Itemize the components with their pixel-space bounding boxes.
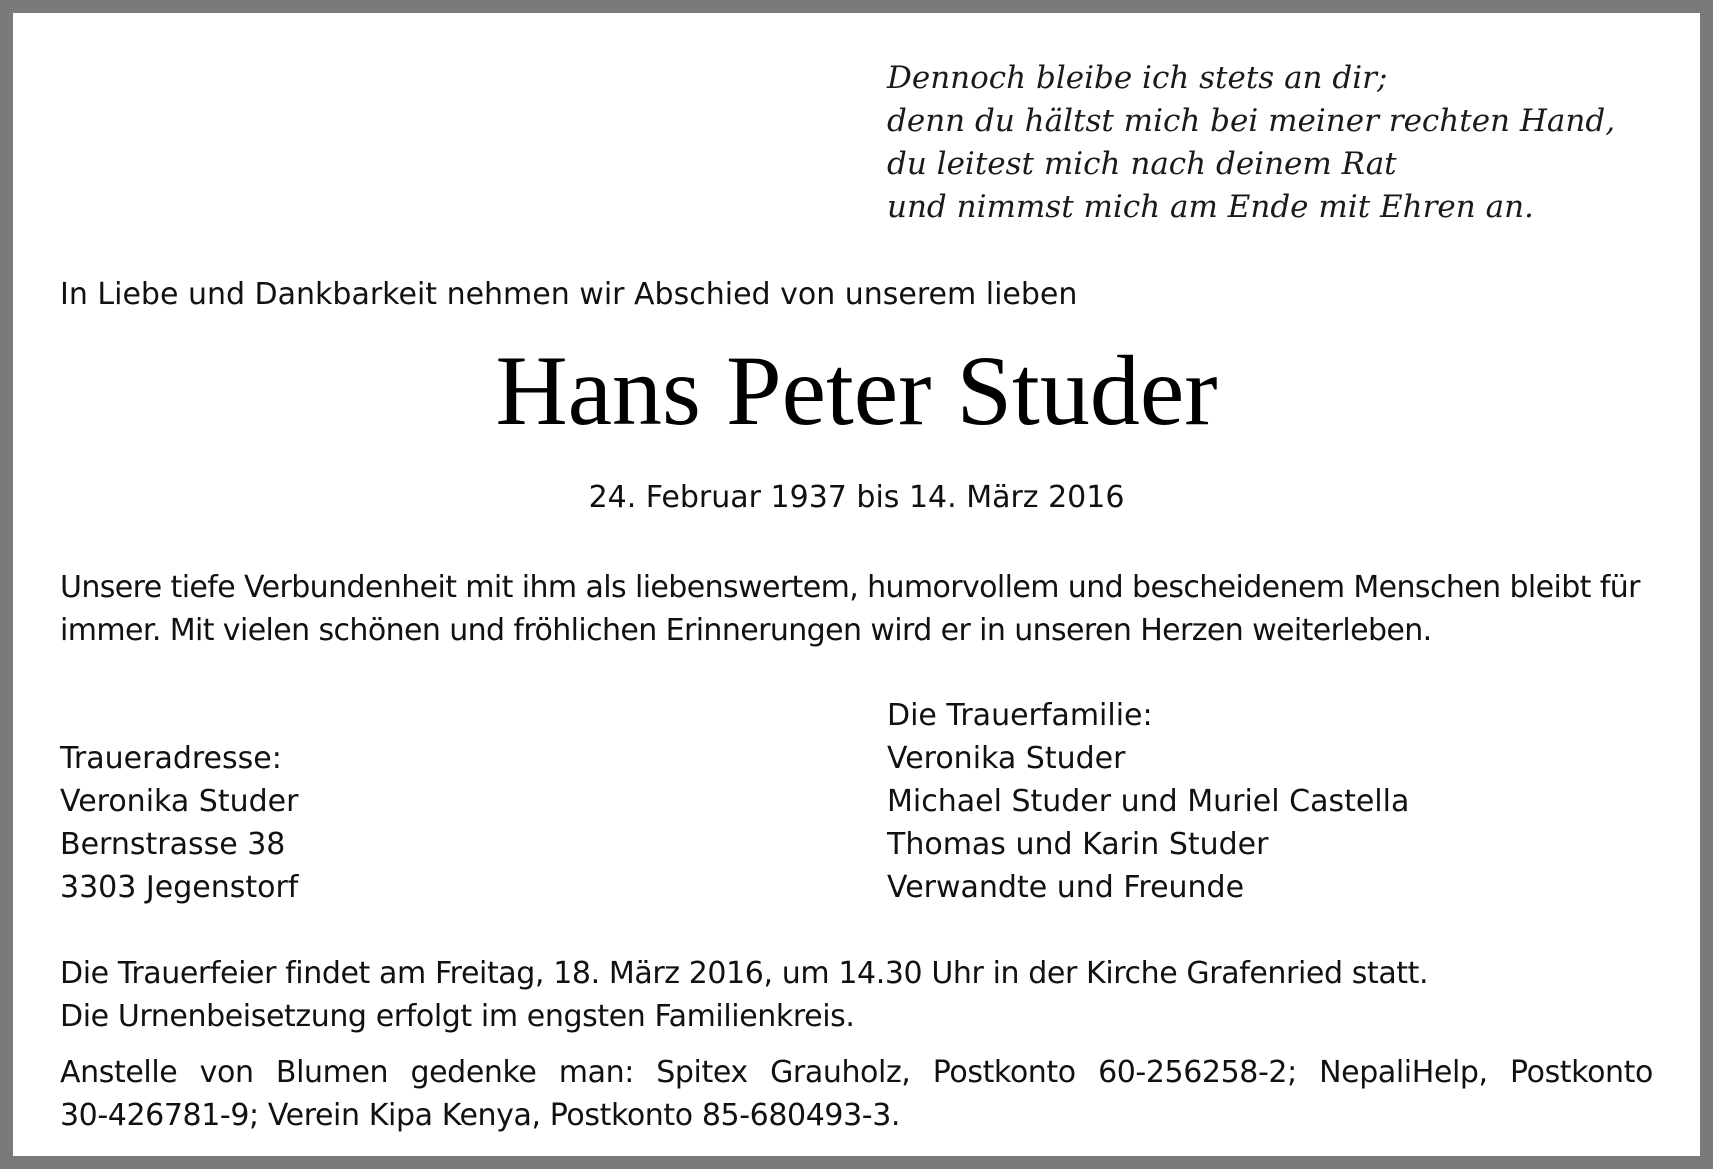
family-member: Michael Studer und Muriel Castella: [887, 784, 1410, 819]
intro-text: In Liebe und Dankbarkeit nehmen wir Abschied von unserem lieben: [60, 277, 1078, 312]
address-heading: Traueradresse:: [60, 741, 282, 776]
donation-word: NepaliHelp,: [1319, 1055, 1488, 1090]
obituary-notice: [13, 13, 1700, 1156]
family-member: Thomas und Karin Studer: [887, 827, 1269, 862]
donation-word: Postkonto: [932, 1055, 1076, 1090]
mourning-address: [60, 737, 298, 909]
family-member: Verwandte und Freunde: [887, 870, 1245, 905]
ceremony-line: Die Trauerfeier findet am Freitag, 18. März 2016, um 14.30 Uhr in der Kirche Grafenried statt.: [60, 956, 1429, 991]
mourning-family: [887, 694, 1409, 909]
tribute-line: Unsere tiefe Verbundenheit mit ihm als liebenswertem, humorvollem und bescheidenem Menschen bleibt für: [60, 570, 1640, 605]
donation-word: man:: [558, 1055, 634, 1090]
tribute-line: immer. Mit vielen schönen und fröhlichen Erinnerungen wird er in unseren Herzen weiterleben.: [60, 613, 1432, 648]
verse-line: und nimmst mich am Ende mit Ehren an.: [887, 189, 1534, 225]
family-member: Veronika Studer: [887, 741, 1126, 776]
donation-line-2: 30-426781-9; Verein Kipa Kenya, Postkonto 85-680493-3.: [60, 1098, 901, 1133]
donation-word: Anstelle: [60, 1055, 178, 1090]
donation-word: von: [199, 1055, 254, 1090]
life-dates: 24. Februar 1937 bis 14. März 2016: [588, 480, 1125, 515]
donation-word: 60-256258-2;: [1098, 1055, 1297, 1090]
bible-verse: [887, 57, 1615, 229]
donation-word: Grauholz,: [770, 1055, 911, 1090]
ceremony-line: Die Urnenbeisetzung erfolgt im engsten Familienkreis.: [60, 999, 855, 1034]
deceased-name: Hans Peter Studer: [495, 335, 1218, 446]
tribute-text: [60, 566, 1640, 652]
address-city: 3303 Jegenstorf: [60, 870, 299, 905]
donation-line-1: [60, 1051, 1653, 1094]
family-heading: Die Trauerfamilie:: [887, 698, 1153, 733]
verse-line: denn du hältst mich bei meiner rechten Hand,: [887, 103, 1616, 139]
ceremony-info: [60, 952, 1428, 1038]
donation-word: Blumen: [275, 1055, 389, 1090]
verse-line: du leitest mich nach deinem Rat: [887, 146, 1397, 182]
address-street: Bernstrasse 38: [60, 827, 286, 862]
verse-line: Dennoch bleibe ich stets an dir;: [887, 60, 1388, 96]
donation-word: Spitex: [656, 1055, 748, 1090]
donation-info: [60, 1051, 1653, 1137]
donation-word: Postkonto: [1510, 1055, 1653, 1090]
donation-word: gedenke: [410, 1055, 537, 1090]
address-name: Veronika Studer: [60, 784, 299, 819]
